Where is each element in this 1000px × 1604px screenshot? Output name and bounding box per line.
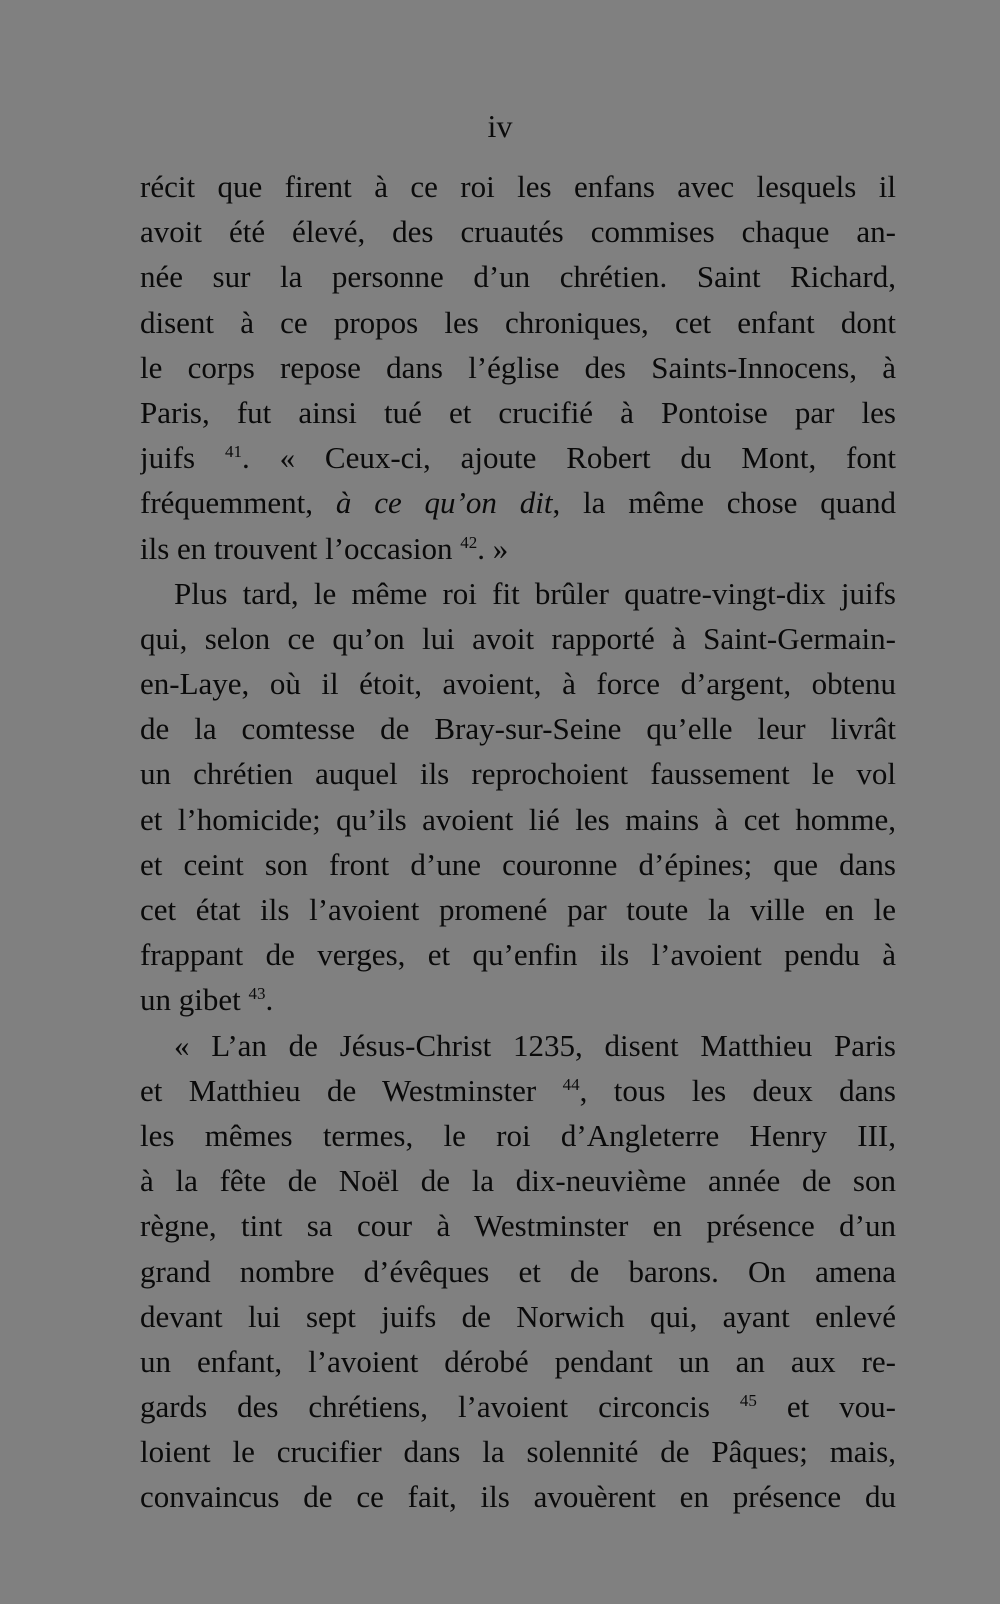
text-line: juifs $^{41}$. « Ceux-ci, ajoute Robert du Mont, font xyxy=(140,440,896,476)
text-line: le corps repose dans l’église des Saints-Innocens, à xyxy=(140,349,896,385)
text-line: avoit été élevé, des cruautés commises chaque an- xyxy=(140,214,896,250)
page-number: iv xyxy=(487,108,513,144)
text-line: Plus tard, le même roi fit brûler quatre-vingt-dix juifs xyxy=(174,575,896,611)
footnote-ref-45: 45 xyxy=(739,1391,757,1411)
text-line: les mêmes termes, le roi d’Angleterre Henry III, xyxy=(140,1117,896,1153)
text-line: règne, tint sa cour à Westminster en présence d’un xyxy=(140,1208,896,1244)
text-line: convaincus de ce fait, ils avouèrent en présence du xyxy=(140,1479,896,1515)
text-line: de la comtesse de Bray-sur-Seine qu’elle leur livrât xyxy=(140,711,896,747)
text-line: disent à ce propos les chroniques, cet enfant dont xyxy=(140,304,896,340)
text-line: « L’an de Jésus-Christ 1235, disent Matthieu Paris xyxy=(174,1027,896,1063)
text-line: qui, selon ce qu’on lui avoit rapporté à Saint-Germain- xyxy=(140,620,896,656)
text-line: loient le crucifier dans la solennité de Pâques; mais, xyxy=(140,1434,896,1470)
text-line: gards des chrétiens, l’avoient circoncis $^{45}$ et vou- xyxy=(140,1389,896,1425)
footnote-ref-43: 43 xyxy=(248,984,266,1004)
italic-phrase: à ce qu’on dit xyxy=(335,485,553,521)
text-line: Paris, fut ainsi tué et crucifié à Pontoise par les xyxy=(140,394,896,430)
text-line: grand nombre d’évêques et de barons. On amena xyxy=(140,1253,896,1289)
footnote-ref-42: 42 xyxy=(460,532,478,552)
footnote-ref-44: 44 xyxy=(562,1074,580,1094)
text-line: et Matthieu de Westminster $^{44}$, tous les deux dans xyxy=(140,1072,896,1108)
text-line: à la fête de Noël de la dix-neuvième année de son xyxy=(140,1163,896,1199)
text-line: frappant de verges, et qu’enfin ils l’avoient pendu à xyxy=(140,937,896,973)
text-line: cet état ils l’avoient promené par toute la ville en le xyxy=(140,892,896,927)
text-line: ils en trouvent l’occasion $^{42}$. » xyxy=(140,530,509,566)
text-line: et l’homicide; qu’ils avoient lié les mains à cet homme, xyxy=(140,801,896,837)
text-line: et ceint son front d’une couronne d’épines; que dans xyxy=(140,846,896,882)
text-line: en-Laye, où il étoit, avoient, à force d’argent, obtenu xyxy=(140,666,896,702)
text-line: un chrétien auquel ils reprochoient faussement le vol xyxy=(140,756,896,792)
text-line: devant lui sept juifs de Norwich qui, ayant enlevé xyxy=(140,1298,896,1334)
text-line: un gibet $^{43}$. xyxy=(140,982,274,1018)
text-line: récit que firent à ce roi les enfans avec lesquels il xyxy=(140,169,896,204)
text-line: fréquemment, à ce qu’on dit, la même chose quand xyxy=(140,485,896,521)
footnote-ref-41: 41 xyxy=(224,442,242,462)
text-line: un enfant, l’avoient dérobé pendant un an aux re- xyxy=(140,1343,896,1379)
text-line: née sur la personne d’un chrétien. Saint Richard, xyxy=(140,259,896,295)
body-text xyxy=(140,164,896,1520)
